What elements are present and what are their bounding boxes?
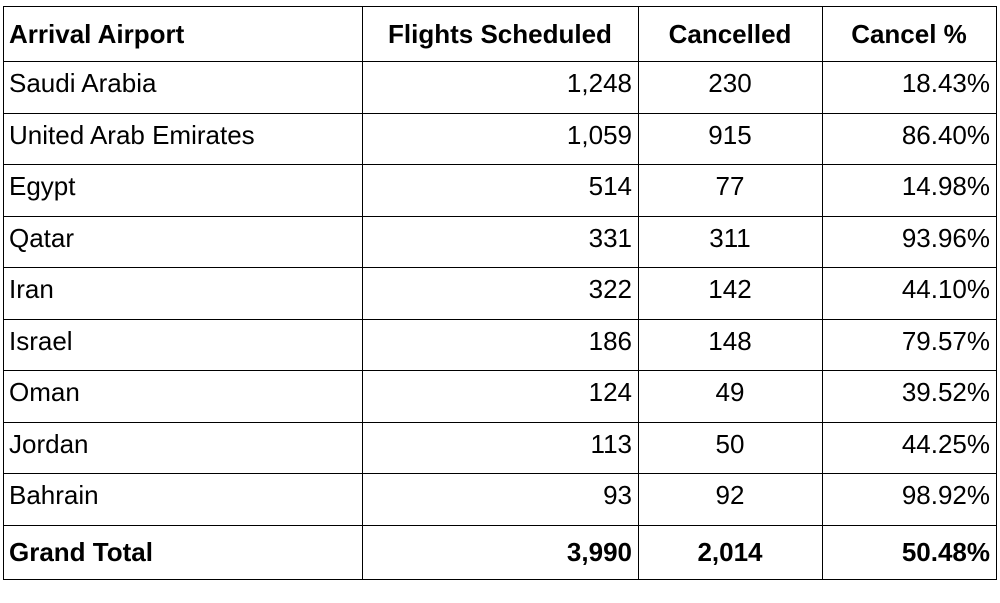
cell-cancelled: 230 <box>639 62 823 114</box>
table-row <box>4 422 997 474</box>
cell-scheduled: 186 <box>363 319 639 371</box>
table-row <box>4 268 997 320</box>
cell-cancelled: 915 <box>639 113 823 165</box>
cell-scheduled: 1,059 <box>363 113 639 165</box>
cell-cancelled: 142 <box>639 268 823 320</box>
header-row <box>4 7 997 62</box>
table-row <box>4 474 997 526</box>
cell-cancel-pct: 98.92% <box>823 474 997 526</box>
total-scheduled: 3,990 <box>363 525 639 579</box>
cell-cancel-pct: 39.52% <box>823 371 997 423</box>
cell-airport: Bahrain <box>4 474 363 526</box>
table-row <box>4 113 997 165</box>
cell-scheduled: 322 <box>363 268 639 320</box>
table-row <box>4 165 997 217</box>
header-flights-scheduled: Flights Scheduled <box>363 7 639 62</box>
cell-cancel-pct: 14.98% <box>823 165 997 217</box>
cell-cancelled: 311 <box>639 216 823 268</box>
total-label: Grand Total <box>4 525 363 579</box>
grand-total-row <box>4 525 997 579</box>
cell-cancelled: 148 <box>639 319 823 371</box>
cell-cancel-pct: 86.40% <box>823 113 997 165</box>
header-cancelled: Cancelled <box>639 7 823 62</box>
cell-cancel-pct: 18.43% <box>823 62 997 114</box>
cell-scheduled: 113 <box>363 422 639 474</box>
cell-airport: Egypt <box>4 165 363 217</box>
cell-cancel-pct: 44.25% <box>823 422 997 474</box>
cell-airport: Oman <box>4 371 363 423</box>
cell-scheduled: 93 <box>363 474 639 526</box>
total-cancel-pct: 50.48% <box>823 525 997 579</box>
header-cancel-pct: Cancel % <box>823 7 997 62</box>
table-row <box>4 319 997 371</box>
total-cancelled: 2,014 <box>639 525 823 579</box>
flights-table <box>3 6 997 580</box>
cell-scheduled: 124 <box>363 371 639 423</box>
cell-scheduled: 514 <box>363 165 639 217</box>
cell-airport: Israel <box>4 319 363 371</box>
cell-cancel-pct: 44.10% <box>823 268 997 320</box>
cell-airport: Qatar <box>4 216 363 268</box>
table-row <box>4 62 997 114</box>
cell-airport: Saudi Arabia <box>4 62 363 114</box>
cell-cancelled: 77 <box>639 165 823 217</box>
table-row <box>4 216 997 268</box>
cell-cancelled: 49 <box>639 371 823 423</box>
cell-scheduled: 331 <box>363 216 639 268</box>
cell-airport: Jordan <box>4 422 363 474</box>
cell-airport: United Arab Emirates <box>4 113 363 165</box>
cell-cancelled: 92 <box>639 474 823 526</box>
cell-cancelled: 50 <box>639 422 823 474</box>
table-row <box>4 371 997 423</box>
cell-airport: Iran <box>4 268 363 320</box>
header-arrival-airport: Arrival Airport <box>4 7 363 62</box>
cell-cancel-pct: 93.96% <box>823 216 997 268</box>
cell-cancel-pct: 79.57% <box>823 319 997 371</box>
cell-scheduled: 1,248 <box>363 62 639 114</box>
